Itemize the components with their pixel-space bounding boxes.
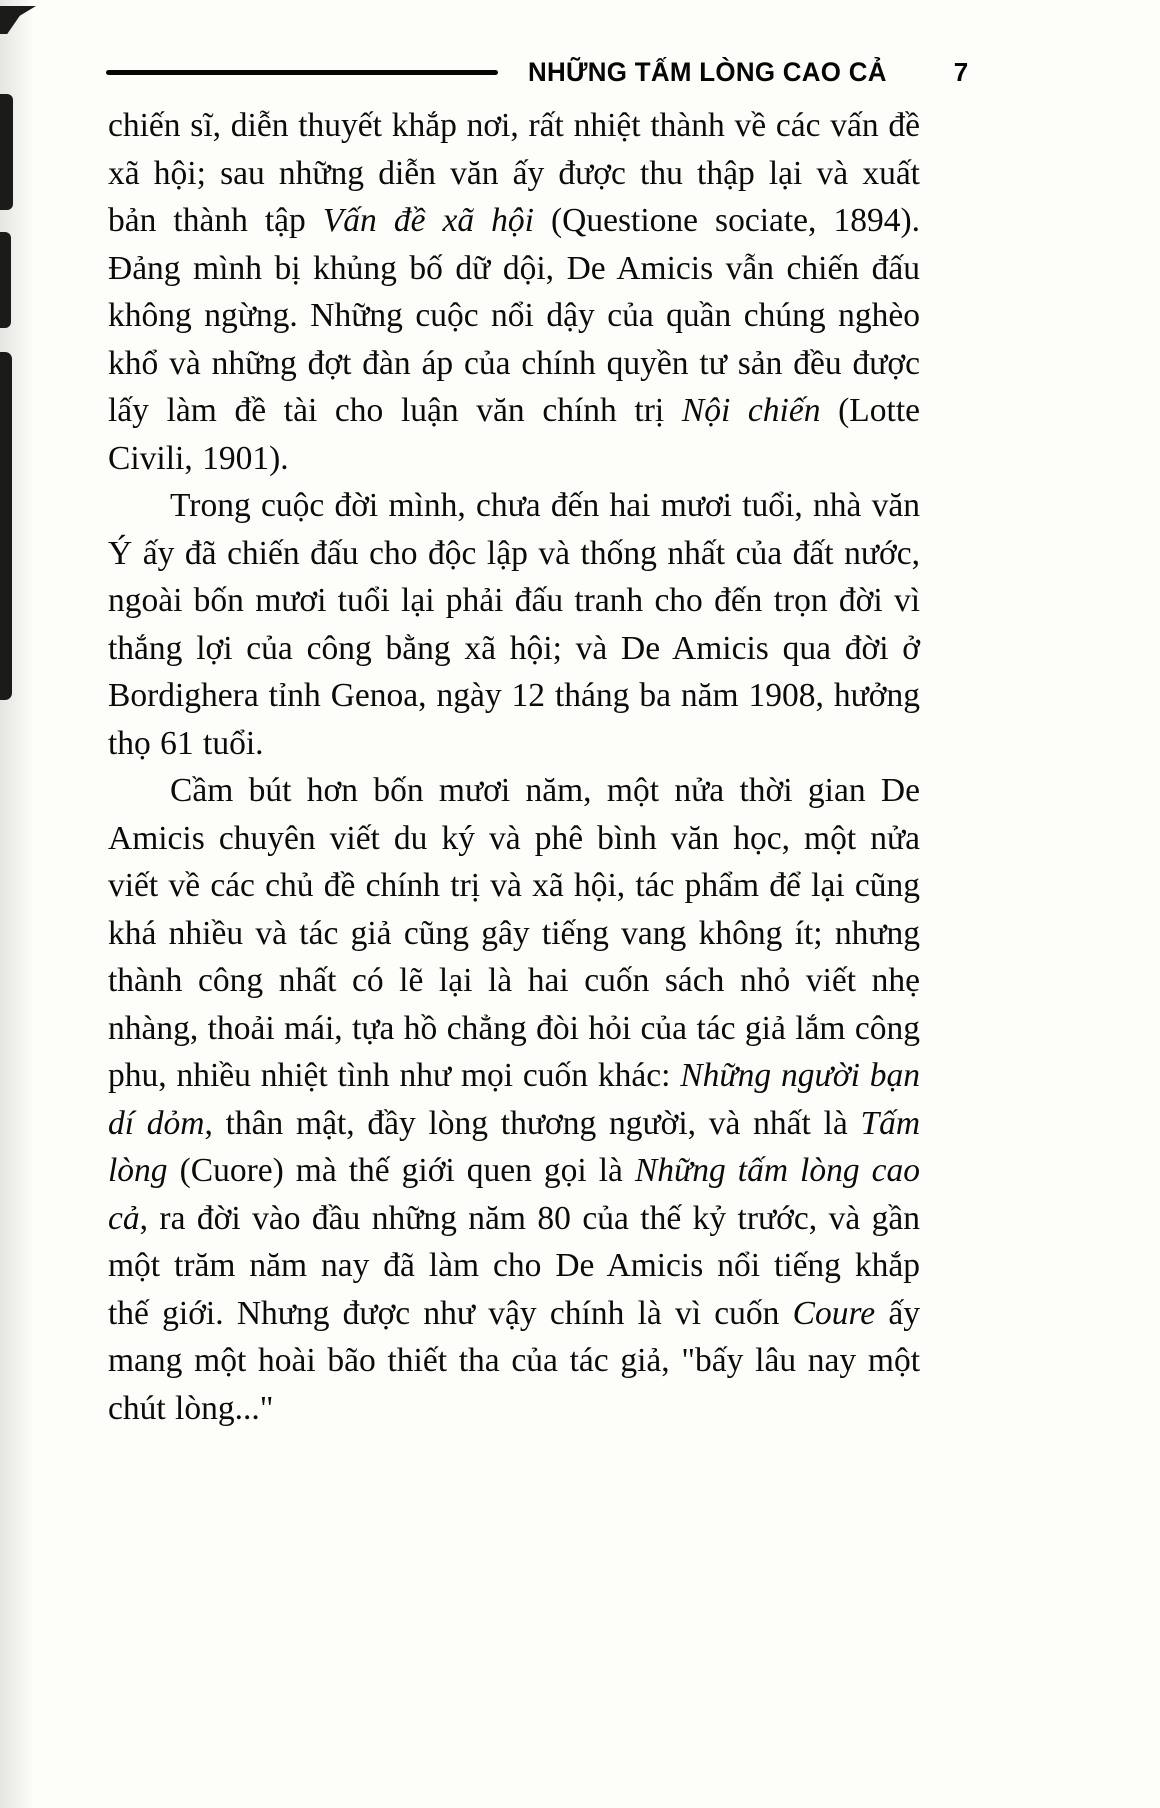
text-segment: Những tấm lòng cao cả — [108, 1152, 920, 1237]
text-segment: ấy mang một hoài bão thiết tha của tác giả, "bấy lâu nay một chút lòng..." — [108, 1294, 920, 1427]
text-segment: Coure — [792, 1294, 876, 1332]
scan-artifact-strip — [0, 94, 13, 210]
running-header-title: NHỮNG TẤM LÒNG CAO CẢ — [528, 56, 887, 87]
text-segment: Tấm lòng — [108, 1104, 921, 1189]
text-segment: (Questione sociate, 1894). Đảng mình bị khủng bố dữ dội, De Amicis vẫn chiến đấu không ngừng. Những cuộc nổi dậy của quần chúng nghèo khổ và những đợt đàn áp của chính quyền tư sản đều được lấy làm đề tài cho luận văn chính trị — [108, 202, 920, 429]
header-rule — [106, 70, 498, 75]
text-segment: (Lotte Civili, 1901). — [108, 392, 921, 477]
page-number: 7 — [953, 56, 969, 87]
text-segment: , thân mật, đầy lòng thương người, và nhất là — [204, 1104, 861, 1142]
text-segment: Những người bạn dí dỏm — [108, 1057, 920, 1142]
body-text — [108, 102, 920, 1432]
text-segment: Trong cuộc đời mình, chưa đến hai mươi tuổi, nhà văn Ý ấy đã chiến đấu cho độc lập và thống nhất của đất nước, ngoài bốn mươi tuổi lại phải đấu tranh cho đến trọn đời vì thắng lợi của công bằng xã hội; và De Amicis qua đời ở Bordighera tỉnh Genoa, ngày 12 tháng ba năm 1908, hưởng thọ 61 tuổi. — [108, 487, 920, 762]
text-segment: , ra đời vào đầu những năm 80 của thế kỷ trước, và gần một trăm năm nay đã làm cho De Amicis nổi tiếng khắp thế giới. Nhưng được như vậy chính là vì cuốn — [108, 1199, 920, 1332]
paragraph — [108, 102, 920, 482]
text-segment: Nội chiến — [681, 392, 821, 429]
scan-artifact-strip — [0, 232, 11, 328]
running-header — [106, 52, 969, 92]
scan-artifact-strip — [0, 352, 12, 700]
text-segment: Vấn đề xã hội — [322, 202, 534, 239]
paragraph — [108, 482, 920, 767]
paragraph — [108, 767, 920, 1432]
text-segment: (Cuore) mà thế giới quen gọi là — [167, 1152, 635, 1189]
text-segment: Cầm bút hơn bốn mươi năm, một nửa thời gian De Amicis chuyên viết du ký và phê bình văn học, một nửa viết về các chủ đề chính trị và xã hội, tác phẩm để lại cũng khá nhiều và tác giả cũng gây tiếng vang không ít; nhưng thành công nhất có lẽ lại là hai cuốn sách nhỏ viết nhẹ nhàng, thoải mái, tựa hồ chẳng đòi hỏi của tác giả lắm công phu, nhiều nhiệt tình như mọi cuốn khác: — [108, 772, 920, 1094]
text-segment: chiến sĩ, diễn thuyết khắp nơi, rất nhiệt thành về các vấn đề xã hội; sau những diễn văn ấy được thu thập lại và xuất bản thành tập — [108, 107, 920, 239]
scan-artifact-corner — [0, 6, 36, 34]
